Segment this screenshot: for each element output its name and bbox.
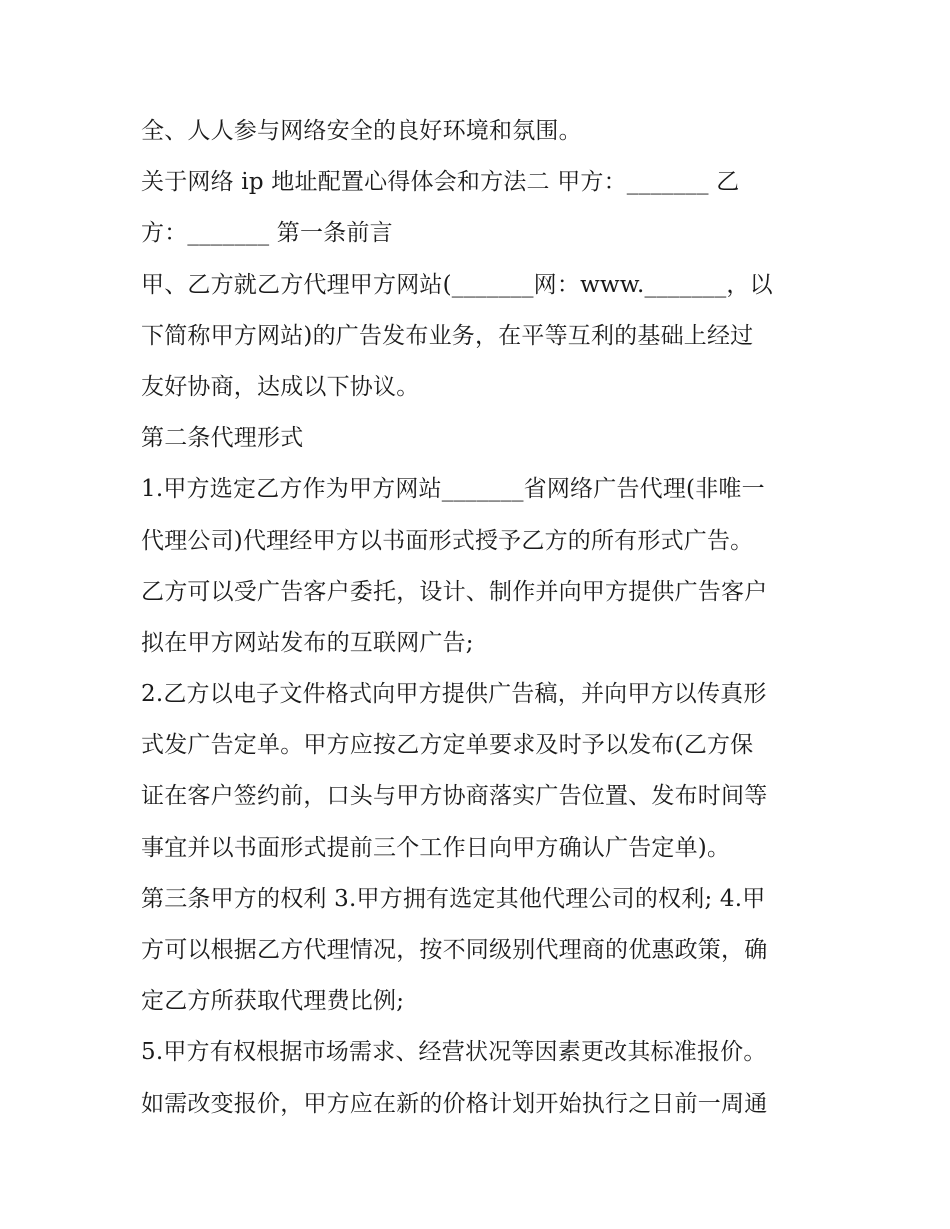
- text-line: 代理公司)代理经甲方以书面形式授予乙方的所有形式广告。: [141, 527, 754, 554]
- text-line: 全、人人参与网络安全的良好环境和氛围。: [141, 118, 582, 144]
- text-line: 方可以根据乙方代理情况，按不同级别代理商的优惠政策，确: [141, 937, 768, 963]
- text-line: 1.甲方选定乙方作为甲方网站_______省网络广告代理(非唯一: [141, 476, 765, 503]
- text-line: 甲、乙方就乙方代理甲方网站(_______网：www._______，以: [141, 271, 773, 298]
- text-line: 式发广告定单。甲方应按乙方定单要求及时予以发布(乙方保: [141, 732, 754, 759]
- text-line: 方：_______ 第一条前言: [141, 220, 393, 247]
- text-line: 证在客户签约前，口头与甲方协商落实广告位置、发布时间等: [141, 783, 768, 810]
- text-line: 事宜并以书面形式提前三个工作日向甲方确认广告定单)。: [141, 834, 731, 861]
- text-line: 第三条甲方的权利 3.甲方拥有选定其他代理公司的权利; 4.甲: [141, 885, 766, 912]
- section-heading: 第二条代理形式: [141, 425, 304, 452]
- text-line: 拟在甲方网站发布的互联网广告;: [141, 629, 474, 656]
- text-line: 如需改变报价，甲方应在新的价格计划开始执行之日前一周通: [141, 1090, 768, 1117]
- text-line: 5.甲方有权根据市场需求、经营状况等因素更改其标准报价。: [141, 1039, 767, 1066]
- text-line: 友好协商，达成以下协议。: [141, 373, 420, 400]
- document-body: [141, 106, 821, 1130]
- text-line: 关于网络 ip 地址配置心得体会和方法二 甲方：_______ 乙: [141, 169, 740, 196]
- text-line: 2.乙方以电子文件格式向甲方提供广告稿，并向甲方以传真形: [141, 681, 767, 708]
- text-line: 定乙方所获取代理费比例;: [141, 988, 405, 1015]
- text-line: 乙方可以受广告客户委托，设计、制作并向甲方提供广告客户: [141, 578, 768, 605]
- text-line: 下简称甲方网站)的广告发布业务，在平等互利的基础上经过: [141, 322, 754, 349]
